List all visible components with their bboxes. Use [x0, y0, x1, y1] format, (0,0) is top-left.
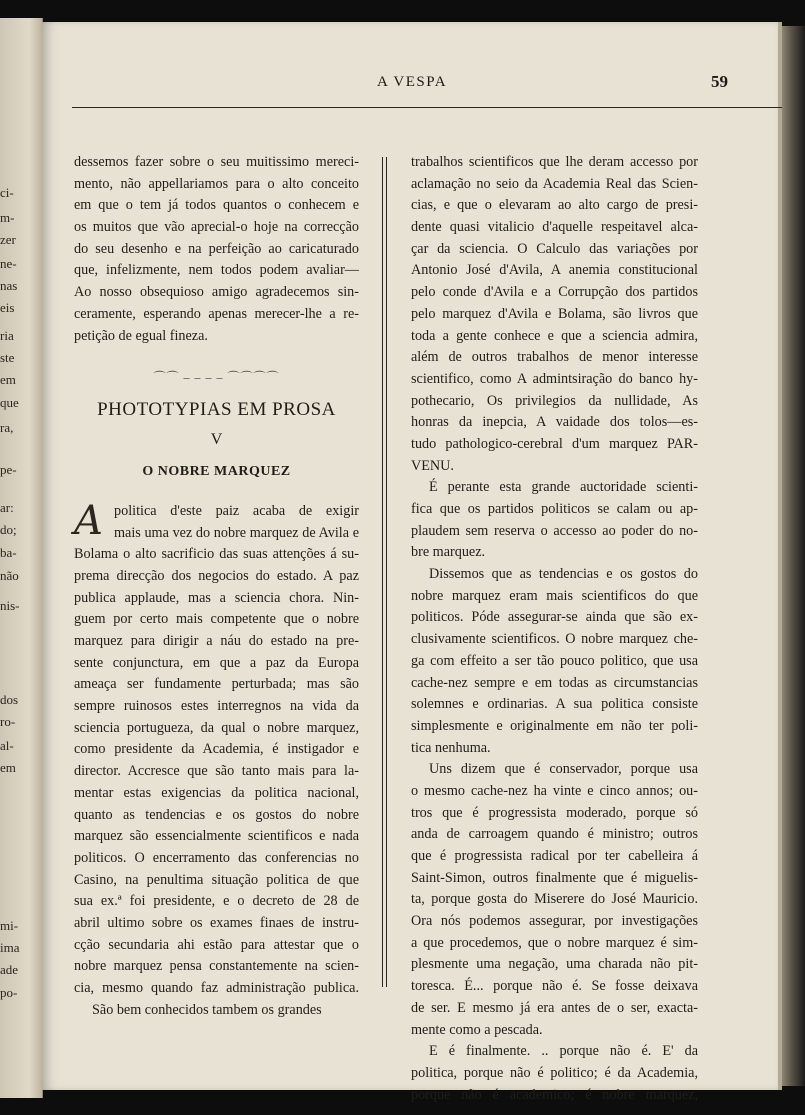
- text-line: cia, mesmo quando faz administração publica.: [74, 980, 359, 997]
- facing-page-fragment: mi-: [0, 918, 19, 933]
- text-line: nobre marquez pensa constantemente na scien-: [74, 958, 359, 975]
- text-line: dessemos fazer sobre o seu muitissimo mereci-: [74, 154, 359, 170]
- facing-page-fragment: nas: [0, 278, 18, 293]
- text-line: que, infelizmente, nem todos podem avaliar—: [74, 262, 359, 279]
- facing-page-fragment: ba-: [0, 545, 17, 560]
- text-line: pelo marquez d'Avila e Bolama, são livros que: [411, 305, 698, 322]
- facing-page-fragment: nis-: [0, 598, 20, 613]
- book-edge-shadow: [782, 26, 805, 1086]
- text-line: tros que é progressista moderado, porque só: [411, 804, 698, 821]
- text-line: porque não é academico; é nobre marquez,: [411, 1086, 698, 1103]
- text-line: petição de egual fineza.: [74, 327, 208, 344]
- text-line: É perante esta grande auctoridade scienti-: [429, 479, 698, 496]
- facing-page-fragment: m-: [0, 210, 15, 225]
- text-line: cção secundaria ahi estão para attestar que o: [74, 936, 359, 953]
- facing-page-fragment: ste: [0, 350, 15, 365]
- text-line: ameaça ser fundamente perturbada; mas são: [74, 676, 359, 693]
- facing-page-fragment: ro-: [0, 714, 16, 729]
- facing-page-fragment: ra,: [0, 420, 14, 435]
- text-line: publica applaude, mas a sciencia chora. Nin-: [74, 589, 359, 606]
- facing-page-fragment: eis: [0, 300, 15, 315]
- text-line: solemnes e ordinarias. A sua politica consiste: [411, 696, 698, 713]
- text-line: pothecario, Os privilegios da nullidade, As: [411, 392, 698, 409]
- column-rule: [382, 157, 387, 987]
- text-line: fica que os partidos politicos se calam ou ap-: [411, 501, 698, 517]
- facing-page-fragment: al-: [0, 738, 14, 753]
- right-paragraph-3: [411, 564, 698, 759]
- text-line: Dissemos que as tendencias e os gostos do: [429, 566, 698, 583]
- text-line: simplesmente e originalmente em não ter poli-: [411, 717, 698, 734]
- facing-page-fragment: ar:: [0, 500, 14, 515]
- text-line: politica, porque não é politico; é da Academia,: [411, 1064, 698, 1081]
- intro-paragraph: [74, 152, 359, 347]
- text-line: do seu desenho e na perfeição ao caricaturado: [74, 240, 359, 257]
- drop-cap: A: [74, 497, 103, 544]
- text-line: mente como a pescada.: [411, 1021, 543, 1038]
- text-line: clusivamente scientificos. O nobre marquez che-: [411, 631, 698, 648]
- text-line: plesmente uma negação, uma charada não pit-: [411, 956, 698, 973]
- text-line: ta, porque gosta do Miserere do José Mauricio.: [411, 891, 698, 908]
- text-line: toresca. É... porque não é. Se fosse deixava: [411, 978, 698, 995]
- text-line: Saint-Simon, outros finalmente que é miguelis-: [411, 869, 698, 886]
- text-line: mento, não appellariamos para o alto conceito: [74, 175, 359, 192]
- text-line: marquez são essencialmente scientificos e nada: [74, 828, 359, 845]
- running-head: A VESPA: [376, 74, 448, 90]
- section-ornament: ⌒⌒ ‒ ‒ ‒ ‒ ⌒⌒⌒⌒: [153, 370, 280, 385]
- text-line: além de outros trabalhos de menor interesse: [411, 349, 698, 366]
- text-line: o mesmo cache-nez ha vinte e cinco annos; ou-: [411, 782, 698, 799]
- facing-page-fragment: em: [0, 372, 16, 387]
- text-line: politica d'este paiz acaba de exigir: [114, 502, 359, 519]
- right-paragraph-4: [411, 759, 698, 1041]
- text-line: que é progressista radical por ter cabelleira á: [411, 848, 698, 864]
- text-line: Uns dizem que é conservador, porque usa: [429, 761, 698, 778]
- section-title: PHOTOTYPIAS EM PROSA: [97, 398, 336, 420]
- text-line: como presidente da Academia, é instigador e: [74, 741, 359, 758]
- page-header: [82, 70, 782, 92]
- text-line: honras da inepcia, A vaidade dos tolos—es-: [411, 414, 698, 431]
- text-line: plaudem sem reserva o accesso ao poder do no-: [411, 522, 698, 539]
- text-line: Casino, na penultima situação politica de que: [74, 871, 359, 888]
- text-line: çar da sciencia. O Calculo das variações por: [411, 240, 698, 257]
- text-line: tica nenhuma.: [411, 739, 491, 756]
- facing-page-fragment: ci-: [0, 185, 14, 200]
- text-line: mentar estas exigencias da politica nacional,: [74, 784, 359, 801]
- facing-page-fragment: ria: [0, 328, 14, 343]
- section-subtitle: O NOBRE MARQUEZ: [142, 463, 291, 479]
- text-line: Ao nosso obsequioso amigo agradecemos sin-: [74, 284, 359, 301]
- text-line: ga com effeito a ser tão pouco politico, que usa: [411, 652, 698, 669]
- text-line: aclamação no seio da Academia Real das Scien-: [411, 175, 698, 192]
- text-line: quanto as tendencias e os gostos do nobre: [74, 806, 359, 823]
- facing-page-fragment: ne-: [0, 256, 17, 271]
- right-paragraph-5: [411, 1041, 698, 1106]
- text-line: abril ultimo sobre os exames finaes de instru-: [74, 914, 359, 931]
- section-number: V: [210, 430, 223, 448]
- text-line: pelo conde d'Avila e a Corrupção dos partidos: [411, 284, 698, 301]
- text-line: em que o tem já todos quantos o conhecem e: [74, 197, 359, 214]
- right-paragraph-2: [411, 477, 698, 564]
- text-line: politicos. O encerramento das conferencias no: [74, 849, 359, 866]
- text-line: Antonio José d'Avila, A anemia constitucional: [411, 262, 698, 279]
- text-line: sua ex.ª foi presidente, e o decreto de 28 de: [74, 893, 359, 910]
- text-line: ceramente, esperando apenas merecer-lhe a re-: [74, 305, 359, 322]
- header-rule: [72, 107, 782, 108]
- text-line: dente quasi vitalicio d'aquelle respeitavel alca-: [411, 219, 698, 236]
- text-line: E é finalmente. .. porque não é. E' da: [429, 1043, 698, 1060]
- facing-page-fragment: ade: [0, 962, 19, 977]
- text-line: trabalhos scientificos que lhe deram accesso por: [411, 154, 698, 170]
- text-line: sempre ruinosos estes interregnos na vida da: [74, 698, 359, 715]
- page-number: 59: [711, 72, 728, 91]
- text-line: sciencia portugueza, da qual o nobre marquez,: [74, 719, 359, 736]
- text-line: scientifico, como A admintsiração do banco hy-: [411, 370, 698, 387]
- facing-page-fragment: dos: [0, 692, 19, 707]
- text-line: prema direcção dos negocios do estado. A paz: [74, 567, 359, 584]
- text-line: VENU.: [411, 457, 454, 474]
- text-line: cias, e que o elevaram ao alto cargo de presi-: [411, 197, 698, 214]
- facing-page-fragment: que: [0, 395, 19, 410]
- text-line: Bolama o alto sacrificio das suas attenções á su-: [74, 546, 359, 563]
- left-column: [74, 152, 359, 1021]
- text-line: a que procedemos, que o nobre marquez é sim-: [411, 934, 698, 951]
- text-line: bre marquez.: [411, 544, 486, 561]
- facing-page-fragment: em: [0, 760, 16, 775]
- page-gutter: [778, 22, 782, 1090]
- text-line: tudo pathologico-cerebral d'um marquez PAR-: [411, 435, 698, 452]
- right-column: [411, 152, 698, 1106]
- opening-paragraph: [74, 497, 359, 1000]
- facing-page-fragment: ima: [0, 940, 20, 955]
- facing-page-edge: [0, 18, 43, 1098]
- facing-page-fragment: po-: [0, 985, 18, 1000]
- text-line: os muitos que vão aprecial-o hoje na correcção: [74, 219, 359, 236]
- text-line: toda a gente conhece e que a sciencia admira,: [411, 327, 698, 344]
- text-line: Ora nós podemos assegurar, por investigações: [411, 913, 698, 930]
- text-line: mais uma vez do nobre marquez de Avila e: [114, 524, 359, 541]
- text-line: sente conjunctura, em que a paz da Europa: [74, 654, 359, 671]
- facing-page-fragment: não: [0, 568, 19, 583]
- facing-page-fragment: pe-: [0, 462, 17, 477]
- facing-page-fragment: do;: [0, 522, 17, 537]
- text-line: cache-nez sempre e em todas as circumstancias: [411, 674, 698, 691]
- text-line: guem por certo mais competente que o nobre: [74, 611, 359, 628]
- text-line: nobre marquez eram mais scientificos do que: [411, 587, 698, 604]
- text-line: politicos. Póde assegurar-se ainda que são ex-: [411, 609, 698, 626]
- right-paragraph-1: [411, 152, 698, 477]
- text-line: director. Accresce que são tanto mais para la-: [74, 763, 359, 780]
- text-line: anda de carroagem quando é ministro; outros: [411, 826, 698, 843]
- text-line: de ser. E mesmo já era antes de o ser, exacta-: [411, 999, 698, 1016]
- text-line: marquez para dirigir a náu do estado na pre-: [74, 633, 359, 650]
- text-line: São bem conhecidos tambem os grandes: [92, 1001, 322, 1018]
- facing-page-fragment: zer: [0, 232, 16, 247]
